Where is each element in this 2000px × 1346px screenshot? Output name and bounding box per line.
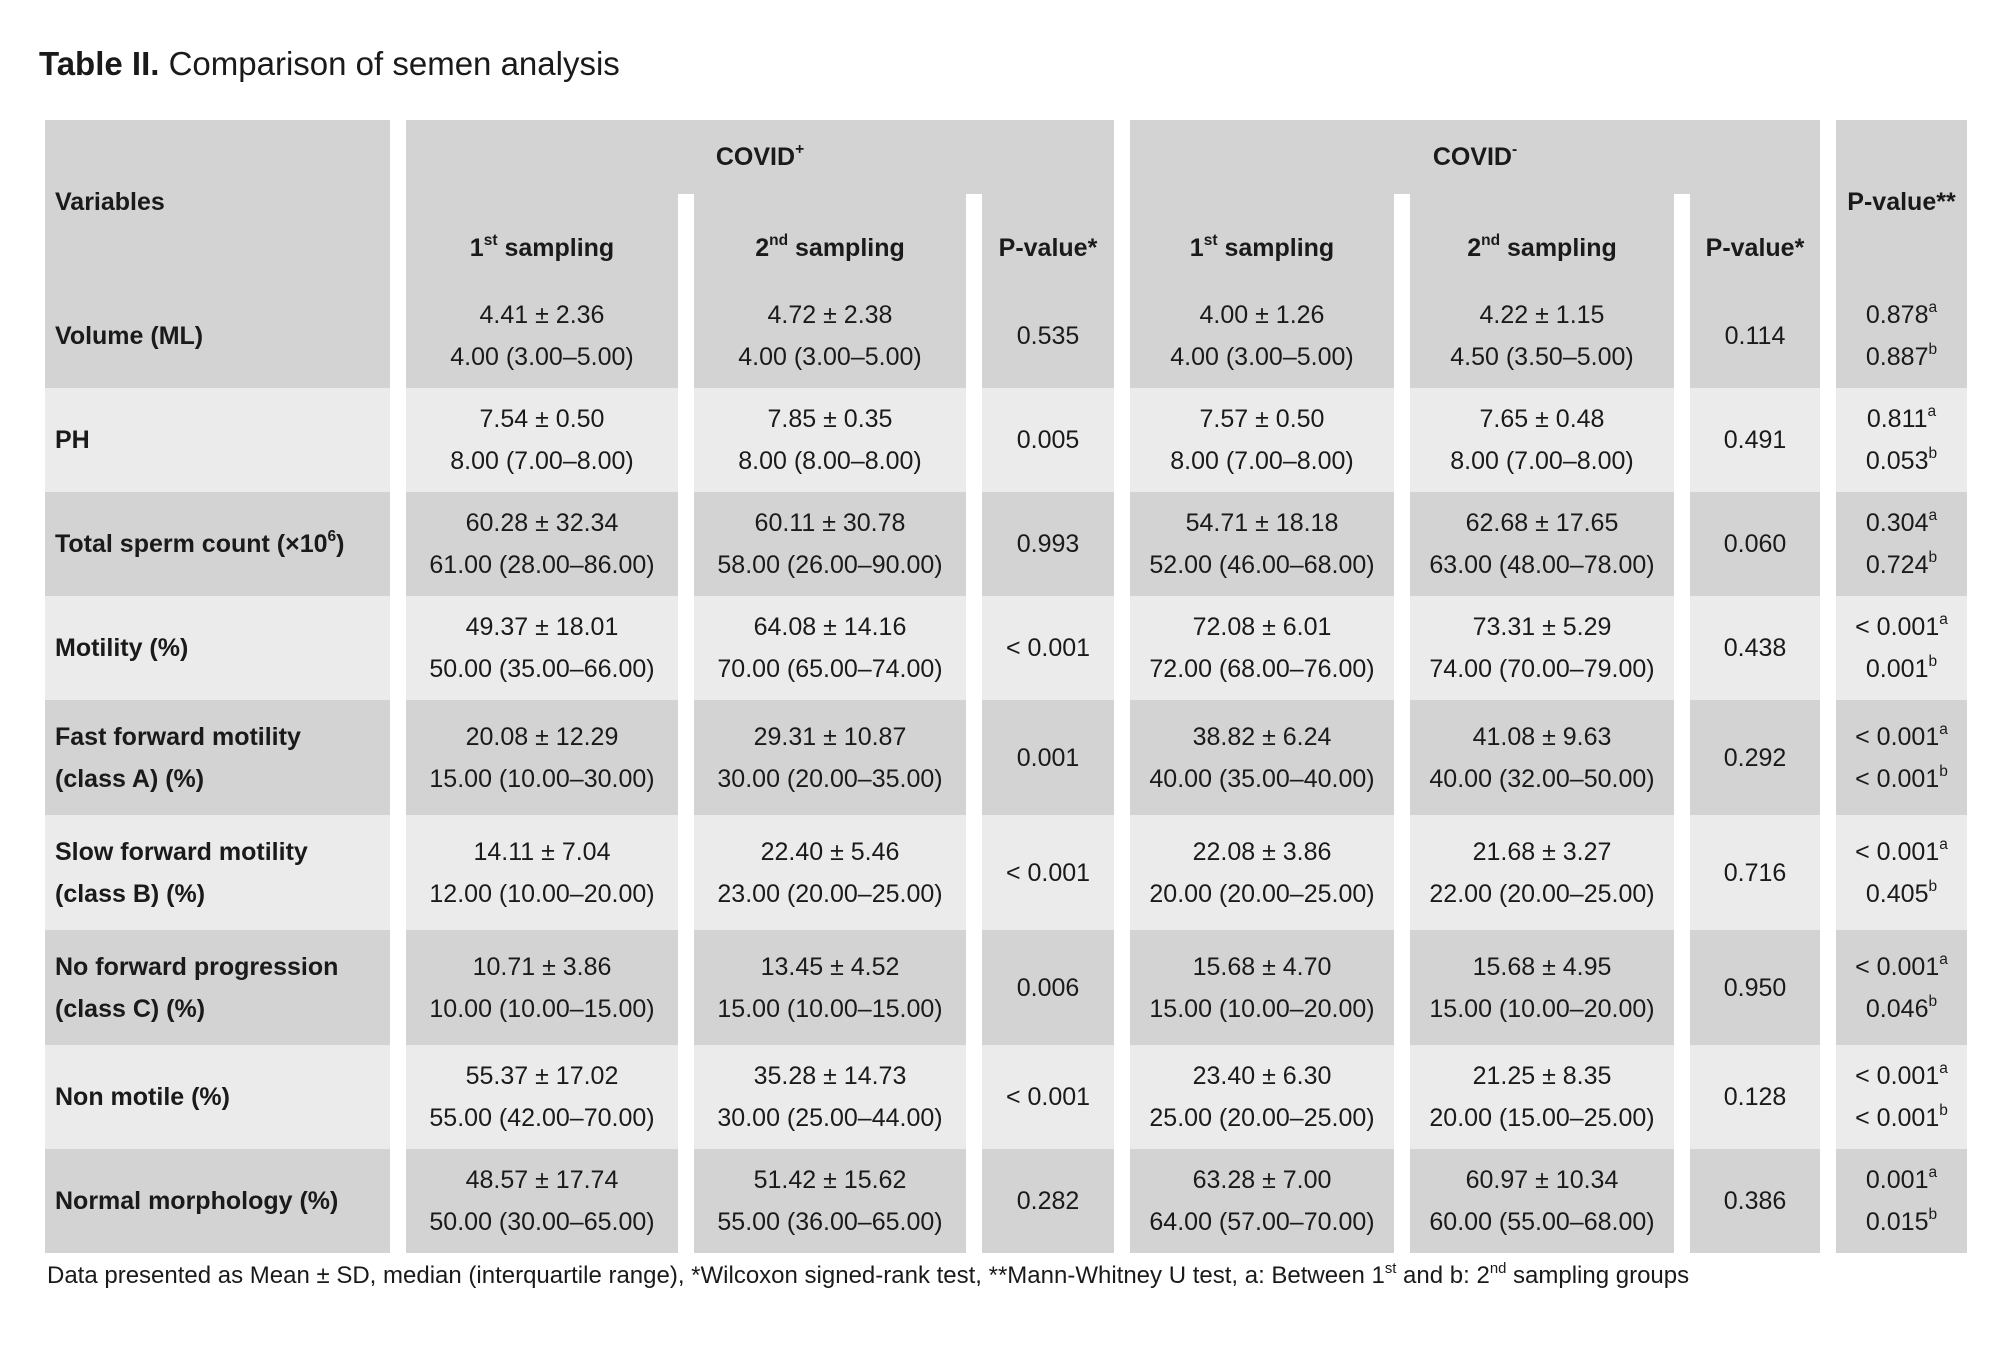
semen-analysis-table xyxy=(29,120,1983,1253)
sampling-label: sampling xyxy=(1507,233,1617,262)
cell-pvalue-between xyxy=(1836,388,1967,492)
mean-sd: 49.37 ± 18.01 xyxy=(465,613,619,641)
cell-neg-pvalue xyxy=(1690,596,1820,700)
mean-sd: 29.31 ± 10.87 xyxy=(753,722,907,751)
median-iqr: 4.50 (3.50–5.00) xyxy=(1450,343,1634,371)
pvalue-text: 0.060 xyxy=(1723,530,1787,558)
mean-sd: 14.11 ± 7.04 xyxy=(473,837,611,866)
cell-neg-sampling-2 xyxy=(1410,930,1674,1045)
median-iqr: 4.00 (3.00–5.00) xyxy=(738,343,922,371)
covid-negative-sup: - xyxy=(1512,140,1518,158)
pvalue-text: 0.001 xyxy=(1016,743,1080,772)
cell-neg-sampling-1 xyxy=(1130,596,1394,700)
mean-sd: 48.57 ± 17.74 xyxy=(465,1166,619,1194)
cell-pos-sampling-2 xyxy=(694,596,966,700)
table-title-label: Table II. xyxy=(39,45,160,82)
cell-pos-sampling-2 xyxy=(694,700,966,815)
row-variable xyxy=(45,930,390,1045)
mean-sd: 13.45 ± 4.52 xyxy=(760,952,900,981)
pvalue-a: < 0.001 xyxy=(1855,722,1940,751)
header-row-groups xyxy=(45,120,1967,194)
pvalue-text: 0.292 xyxy=(1723,743,1787,772)
pvalue-a-sup: a xyxy=(1928,1164,1938,1182)
mean-sd: 60.97 ± 10.34 xyxy=(1465,1166,1619,1194)
table-title-text: Comparison of semen analysis xyxy=(168,45,620,82)
median-iqr: 60.00 (55.00–68.00) xyxy=(1429,1208,1655,1236)
cell-pos-pvalue xyxy=(982,596,1114,700)
median-iqr: 25.00 (20.00–25.00) xyxy=(1149,1104,1375,1132)
pvalue-a-sup: a xyxy=(1939,835,1948,853)
pvalue-b-sup: b xyxy=(1928,341,1938,359)
mean-sd: 22.08 ± 3.86 xyxy=(1192,837,1332,866)
median-iqr: 4.00 (3.00–5.00) xyxy=(450,343,634,371)
mean-sd: 63.28 ± 7.00 xyxy=(1192,1166,1332,1194)
median-iqr: 8.00 (7.00–8.00) xyxy=(1170,447,1354,475)
median-iqr: 4.00 (3.00–5.00) xyxy=(1170,343,1354,371)
pvalue-b-sup: b xyxy=(1939,762,1948,780)
row-variable xyxy=(45,492,390,596)
cell-neg-pvalue xyxy=(1690,1045,1820,1149)
row-label-text: Volume (ML) xyxy=(55,322,204,350)
cell-neg-pvalue xyxy=(1690,700,1820,815)
row-label-text: PH xyxy=(55,426,90,454)
row-label-text: Motility (%) xyxy=(55,634,189,662)
row-variable xyxy=(45,284,390,388)
footnote-sup-2: nd xyxy=(1489,1260,1507,1277)
mean-sd: 4.00 ± 1.26 xyxy=(1199,301,1325,329)
median-iqr: 50.00 (30.00–65.00) xyxy=(429,1208,655,1236)
table-row xyxy=(45,930,1967,1045)
pvalue-text: 0.128 xyxy=(1723,1083,1787,1111)
cell-neg-sampling-2 xyxy=(1410,1045,1674,1149)
row-label-text: Non motile (%) xyxy=(55,1083,230,1111)
median-iqr: 8.00 (7.00–8.00) xyxy=(450,447,634,475)
median-iqr: 40.00 (32.00–50.00) xyxy=(1429,764,1655,793)
pvalue-text: 0.535 xyxy=(1016,322,1080,350)
row-label-text: Normal morphology (%) xyxy=(55,1187,339,1215)
cell-neg-sampling-2 xyxy=(1410,1149,1674,1253)
median-iqr: 12.00 (10.00–20.00) xyxy=(429,879,655,908)
cell-neg-sampling-2 xyxy=(1410,492,1674,596)
header-neg-sampling-2 xyxy=(1410,194,1674,284)
cell-pos-sampling-1 xyxy=(406,492,678,596)
header-pvalue-between xyxy=(1836,120,1967,284)
pvalue-text: 0.993 xyxy=(1016,530,1080,558)
pvalue-within-label: P-value* xyxy=(998,233,1098,262)
covid-positive-label: COVID xyxy=(715,142,796,171)
cell-neg-sampling-1 xyxy=(1130,1045,1394,1149)
pvalue-b-sup: b xyxy=(1939,1102,1948,1120)
mean-sd: 4.22 ± 1.15 xyxy=(1479,301,1605,329)
mean-sd: 51.42 ± 15.62 xyxy=(753,1166,907,1194)
cell-pos-sampling-1 xyxy=(406,284,678,388)
covid-negative-label: COVID xyxy=(1432,142,1512,171)
cell-neg-sampling-1 xyxy=(1130,815,1394,930)
pvalue-a-sup: a xyxy=(1939,950,1948,968)
cell-pos-pvalue xyxy=(982,284,1114,388)
cell-pvalue-between xyxy=(1836,1045,1967,1149)
row-variable xyxy=(45,596,390,700)
mean-sd: 38.82 ± 6.24 xyxy=(1192,722,1332,751)
cell-pos-sampling-2 xyxy=(694,284,966,388)
ordinal-sup: st xyxy=(1203,231,1218,249)
pvalue-b-sup: b xyxy=(1928,653,1938,671)
mean-sd: 4.72 ± 2.38 xyxy=(767,301,893,329)
median-iqr: 72.00 (68.00–76.00) xyxy=(1149,655,1375,683)
median-iqr: 70.00 (65.00–74.00) xyxy=(717,655,943,683)
cell-pos-sampling-1 xyxy=(406,1149,678,1253)
cell-neg-pvalue xyxy=(1690,388,1820,492)
median-iqr: 22.00 (20.00–25.00) xyxy=(1429,879,1655,908)
covid-positive-sup: + xyxy=(795,140,805,158)
row-label-sup: 6 xyxy=(327,528,337,546)
cell-neg-sampling-2 xyxy=(1410,815,1674,930)
header-variables xyxy=(45,120,390,284)
median-iqr: 8.00 (7.00–8.00) xyxy=(1450,447,1634,475)
mean-sd: 15.68 ± 4.70 xyxy=(1192,952,1332,981)
mean-sd: 64.08 ± 14.16 xyxy=(753,613,907,641)
row-variable xyxy=(45,388,390,492)
row-variable xyxy=(45,1045,390,1149)
mean-sd: 4.41 ± 2.36 xyxy=(479,301,605,329)
ordinal-sup: st xyxy=(483,231,498,249)
pvalue-a: 0.001 xyxy=(1865,1166,1929,1194)
ordinal-sup: nd xyxy=(1481,231,1501,249)
row-label-text: Total sperm count (×10 xyxy=(55,530,328,558)
pvalue-text: 0.491 xyxy=(1723,426,1787,454)
pvalue-a-sup: a xyxy=(1939,611,1948,629)
mean-sd: 7.85 ± 0.35 xyxy=(767,405,893,433)
ordinal-number: 1 xyxy=(469,233,484,262)
pvalue-b: 0.046 xyxy=(1865,994,1929,1023)
cell-pos-sampling-1 xyxy=(406,388,678,492)
cell-neg-sampling-1 xyxy=(1130,492,1394,596)
pvalue-text: < 0.001 xyxy=(1005,1083,1091,1111)
header-pos-sampling-2 xyxy=(694,194,966,284)
pvalue-a: 0.878 xyxy=(1865,301,1929,329)
median-iqr: 64.00 (57.00–70.00) xyxy=(1149,1208,1375,1236)
cell-pvalue-between xyxy=(1836,284,1967,388)
table-row xyxy=(45,700,1967,815)
pvalue-a: < 0.001 xyxy=(1855,952,1940,981)
pvalue-text: 0.005 xyxy=(1016,426,1080,454)
pvalue-text: 0.006 xyxy=(1016,973,1080,1002)
sampling-label: sampling xyxy=(795,233,905,262)
pvalue-text: 0.282 xyxy=(1016,1187,1080,1215)
table-row xyxy=(45,284,1967,388)
mean-sd: 7.54 ± 0.50 xyxy=(479,405,605,433)
footnote-part-2: and b: 2 xyxy=(1396,1262,1490,1289)
cell-neg-sampling-2 xyxy=(1410,284,1674,388)
median-iqr: 23.00 (20.00–25.00) xyxy=(717,879,943,908)
mean-sd: 22.40 ± 5.46 xyxy=(760,837,900,866)
row-variable xyxy=(45,700,390,815)
median-iqr: 52.00 (46.00–68.00) xyxy=(1149,551,1375,579)
footnote-sup-1: st xyxy=(1384,1260,1397,1277)
median-iqr: 74.00 (70.00–79.00) xyxy=(1429,655,1655,683)
cell-neg-pvalue xyxy=(1690,492,1820,596)
cell-pos-sampling-2 xyxy=(694,1045,966,1149)
pvalue-a: < 0.001 xyxy=(1855,837,1940,866)
row-variable xyxy=(45,815,390,930)
pvalue-a-sup: a xyxy=(1939,1060,1948,1078)
sampling-label: sampling xyxy=(504,233,615,262)
cell-pvalue-between xyxy=(1836,492,1967,596)
header-pos-sampling-1 xyxy=(406,194,678,284)
header-covid-negative xyxy=(1130,120,1820,194)
cell-pos-sampling-1 xyxy=(406,1045,678,1149)
pvalue-a: 0.304 xyxy=(1865,509,1929,537)
header-covid-positive xyxy=(406,120,1114,194)
median-iqr: 15.00 (10.00–15.00) xyxy=(717,994,943,1023)
pvalue-text: 0.386 xyxy=(1723,1187,1787,1215)
median-iqr: 61.00 (28.00–86.00) xyxy=(429,551,655,579)
cell-pos-pvalue xyxy=(982,1045,1114,1149)
pvalue-text: < 0.001 xyxy=(1005,858,1091,887)
table-title xyxy=(39,44,620,84)
table-row xyxy=(45,815,1967,930)
median-iqr: 55.00 (36.00–65.00) xyxy=(717,1208,943,1236)
mean-sd: 60.28 ± 32.34 xyxy=(465,509,619,537)
cell-pvalue-between xyxy=(1836,1149,1967,1253)
mean-sd: 7.57 ± 0.50 xyxy=(1199,405,1325,433)
cell-pos-pvalue xyxy=(982,930,1114,1045)
footnote-part-1: Data presented as Mean ± SD, median (interquartile range), *Wilcoxon signed-rank test, **Mann-Whitney U test, a: Between 1 xyxy=(47,1262,1385,1289)
table-row xyxy=(45,388,1967,492)
mean-sd: 20.08 ± 12.29 xyxy=(465,722,619,751)
median-iqr: 20.00 (15.00–25.00) xyxy=(1429,1104,1655,1132)
pvalue-b-sup: b xyxy=(1928,877,1938,895)
sampling-label: sampling xyxy=(1224,233,1335,262)
cell-pvalue-between xyxy=(1836,700,1967,815)
ordinal-number: 2 xyxy=(1467,233,1482,262)
cell-neg-pvalue xyxy=(1690,284,1820,388)
cell-pos-sampling-2 xyxy=(694,1149,966,1253)
pvalue-a-sup: a xyxy=(1928,507,1938,525)
row-label-end: ) xyxy=(336,530,345,558)
pvalue-a: < 0.001 xyxy=(1855,1062,1940,1090)
pvalue-b-sup: b xyxy=(1928,549,1938,567)
cell-pvalue-between xyxy=(1836,815,1967,930)
median-iqr: 15.00 (10.00–20.00) xyxy=(1429,994,1655,1023)
median-iqr: 10.00 (10.00–15.00) xyxy=(429,994,655,1023)
cell-neg-sampling-1 xyxy=(1130,284,1394,388)
table-row xyxy=(45,1149,1967,1253)
mean-sd: 23.40 ± 6.30 xyxy=(1192,1062,1332,1090)
pvalue-text: 0.950 xyxy=(1723,973,1787,1002)
row-label-line-2: (class B) (%) xyxy=(55,879,206,908)
row-label-line-1: Fast forward motility xyxy=(55,722,301,751)
median-iqr: 15.00 (10.00–20.00) xyxy=(1149,994,1375,1023)
cell-pos-pvalue xyxy=(982,492,1114,596)
mean-sd: 62.68 ± 17.65 xyxy=(1465,509,1619,537)
row-variable xyxy=(45,1149,390,1253)
pvalue-text: 0.114 xyxy=(1724,322,1786,350)
pvalue-b-sup: b xyxy=(1928,1206,1938,1224)
header-pos-pvalue xyxy=(982,194,1114,284)
median-iqr: 30.00 (20.00–35.00) xyxy=(717,764,943,793)
header-neg-pvalue xyxy=(1690,194,1820,284)
pvalue-b-sup: b xyxy=(1928,445,1938,463)
mean-sd: 21.68 ± 3.27 xyxy=(1472,837,1612,866)
mean-sd: 21.25 ± 8.35 xyxy=(1472,1062,1612,1090)
median-iqr: 58.00 (26.00–90.00) xyxy=(717,551,943,579)
cell-pos-sampling-1 xyxy=(406,930,678,1045)
table-footnote xyxy=(47,1262,1689,1290)
cell-neg-sampling-1 xyxy=(1130,388,1394,492)
cell-neg-pvalue xyxy=(1690,815,1820,930)
mean-sd: 60.11 ± 30.78 xyxy=(754,509,906,537)
cell-pos-sampling-1 xyxy=(406,815,678,930)
cell-pos-pvalue xyxy=(982,815,1114,930)
cell-pvalue-between xyxy=(1836,596,1967,700)
pvalue-text: < 0.001 xyxy=(1005,634,1091,662)
median-iqr: 30.00 (25.00–44.00) xyxy=(717,1104,943,1132)
cell-pos-pvalue xyxy=(982,388,1114,492)
median-iqr: 50.00 (35.00–66.00) xyxy=(429,655,655,683)
cell-neg-sampling-1 xyxy=(1130,930,1394,1045)
cell-neg-pvalue xyxy=(1690,930,1820,1045)
cell-pos-sampling-1 xyxy=(406,700,678,815)
pvalue-b: 0.053 xyxy=(1865,447,1929,475)
cell-pos-sampling-2 xyxy=(694,815,966,930)
median-iqr: 8.00 (8.00–8.00) xyxy=(738,447,922,475)
row-label-line-1: Slow forward motility xyxy=(55,837,308,866)
cell-pvalue-between xyxy=(1836,930,1967,1045)
mean-sd: 10.71 ± 3.86 xyxy=(472,952,612,981)
pvalue-b: 0.405 xyxy=(1865,879,1929,908)
pvalue-a: 0.811 xyxy=(1866,405,1928,433)
cell-pos-sampling-2 xyxy=(694,930,966,1045)
median-iqr: 55.00 (42.00–70.00) xyxy=(429,1104,655,1132)
pvalue-b-sup: b xyxy=(1928,992,1938,1010)
pvalue-b: < 0.001 xyxy=(1855,764,1940,793)
row-label-line-2: (class C) (%) xyxy=(55,994,206,1023)
mean-sd: 41.08 ± 9.63 xyxy=(1472,722,1612,751)
pvalue-a: < 0.001 xyxy=(1855,613,1940,641)
pvalue-b: 0.015 xyxy=(1865,1208,1929,1236)
cell-neg-sampling-2 xyxy=(1410,700,1674,815)
cell-neg-pvalue xyxy=(1690,1149,1820,1253)
pvalue-a-sup: a xyxy=(1928,299,1938,317)
ordinal-number: 1 xyxy=(1189,233,1204,262)
cell-pos-sampling-1 xyxy=(406,596,678,700)
table-row xyxy=(45,596,1967,700)
pvalue-b: 0.001 xyxy=(1865,655,1929,683)
cell-neg-sampling-1 xyxy=(1130,1149,1394,1253)
mean-sd: 73.31 ± 5.29 xyxy=(1472,613,1612,641)
pvalue-b: 0.724 xyxy=(1865,551,1929,579)
mean-sd: 35.28 ± 14.73 xyxy=(753,1062,907,1090)
mean-sd: 7.65 ± 0.48 xyxy=(1479,405,1605,433)
pvalue-a-sup: a xyxy=(1939,720,1948,738)
cell-pos-pvalue xyxy=(982,1149,1114,1253)
pvalue-b: < 0.001 xyxy=(1855,1104,1940,1132)
pvalue-between-label: P-value** xyxy=(1847,187,1956,216)
cell-neg-sampling-2 xyxy=(1410,596,1674,700)
pvalue-text: 0.716 xyxy=(1723,858,1787,887)
pvalue-within-label: P-value* xyxy=(1705,233,1805,262)
cell-pos-sampling-2 xyxy=(694,388,966,492)
median-iqr: 63.00 (48.00–78.00) xyxy=(1429,551,1655,579)
median-iqr: 20.00 (20.00–25.00) xyxy=(1149,879,1375,908)
row-label-line-1: No forward progression xyxy=(55,952,339,981)
median-iqr: 40.00 (35.00–40.00) xyxy=(1149,764,1375,793)
mean-sd: 72.08 ± 6.01 xyxy=(1192,613,1332,641)
table-row xyxy=(45,492,1967,596)
cell-neg-sampling-2 xyxy=(1410,388,1674,492)
header-neg-sampling-1 xyxy=(1130,194,1394,284)
mean-sd: 55.37 ± 17.02 xyxy=(465,1062,619,1090)
pvalue-b: 0.887 xyxy=(1865,343,1929,371)
cell-pos-sampling-2 xyxy=(694,492,966,596)
header-variables-label: Variables xyxy=(55,188,165,216)
pvalue-a-sup: a xyxy=(1927,403,1937,421)
cell-neg-sampling-1 xyxy=(1130,700,1394,815)
median-iqr: 15.00 (10.00–30.00) xyxy=(429,764,655,793)
footnote-part-3: sampling groups xyxy=(1506,1262,1690,1289)
ordinal-number: 2 xyxy=(755,233,770,262)
mean-sd: 54.71 ± 18.18 xyxy=(1185,509,1339,537)
mean-sd: 15.68 ± 4.95 xyxy=(1472,952,1612,981)
ordinal-sup: nd xyxy=(769,231,789,249)
cell-pos-pvalue xyxy=(982,700,1114,815)
table-row xyxy=(45,1045,1967,1149)
row-label-line-2: (class A) (%) xyxy=(55,764,205,793)
pvalue-text: 0.438 xyxy=(1723,634,1787,662)
